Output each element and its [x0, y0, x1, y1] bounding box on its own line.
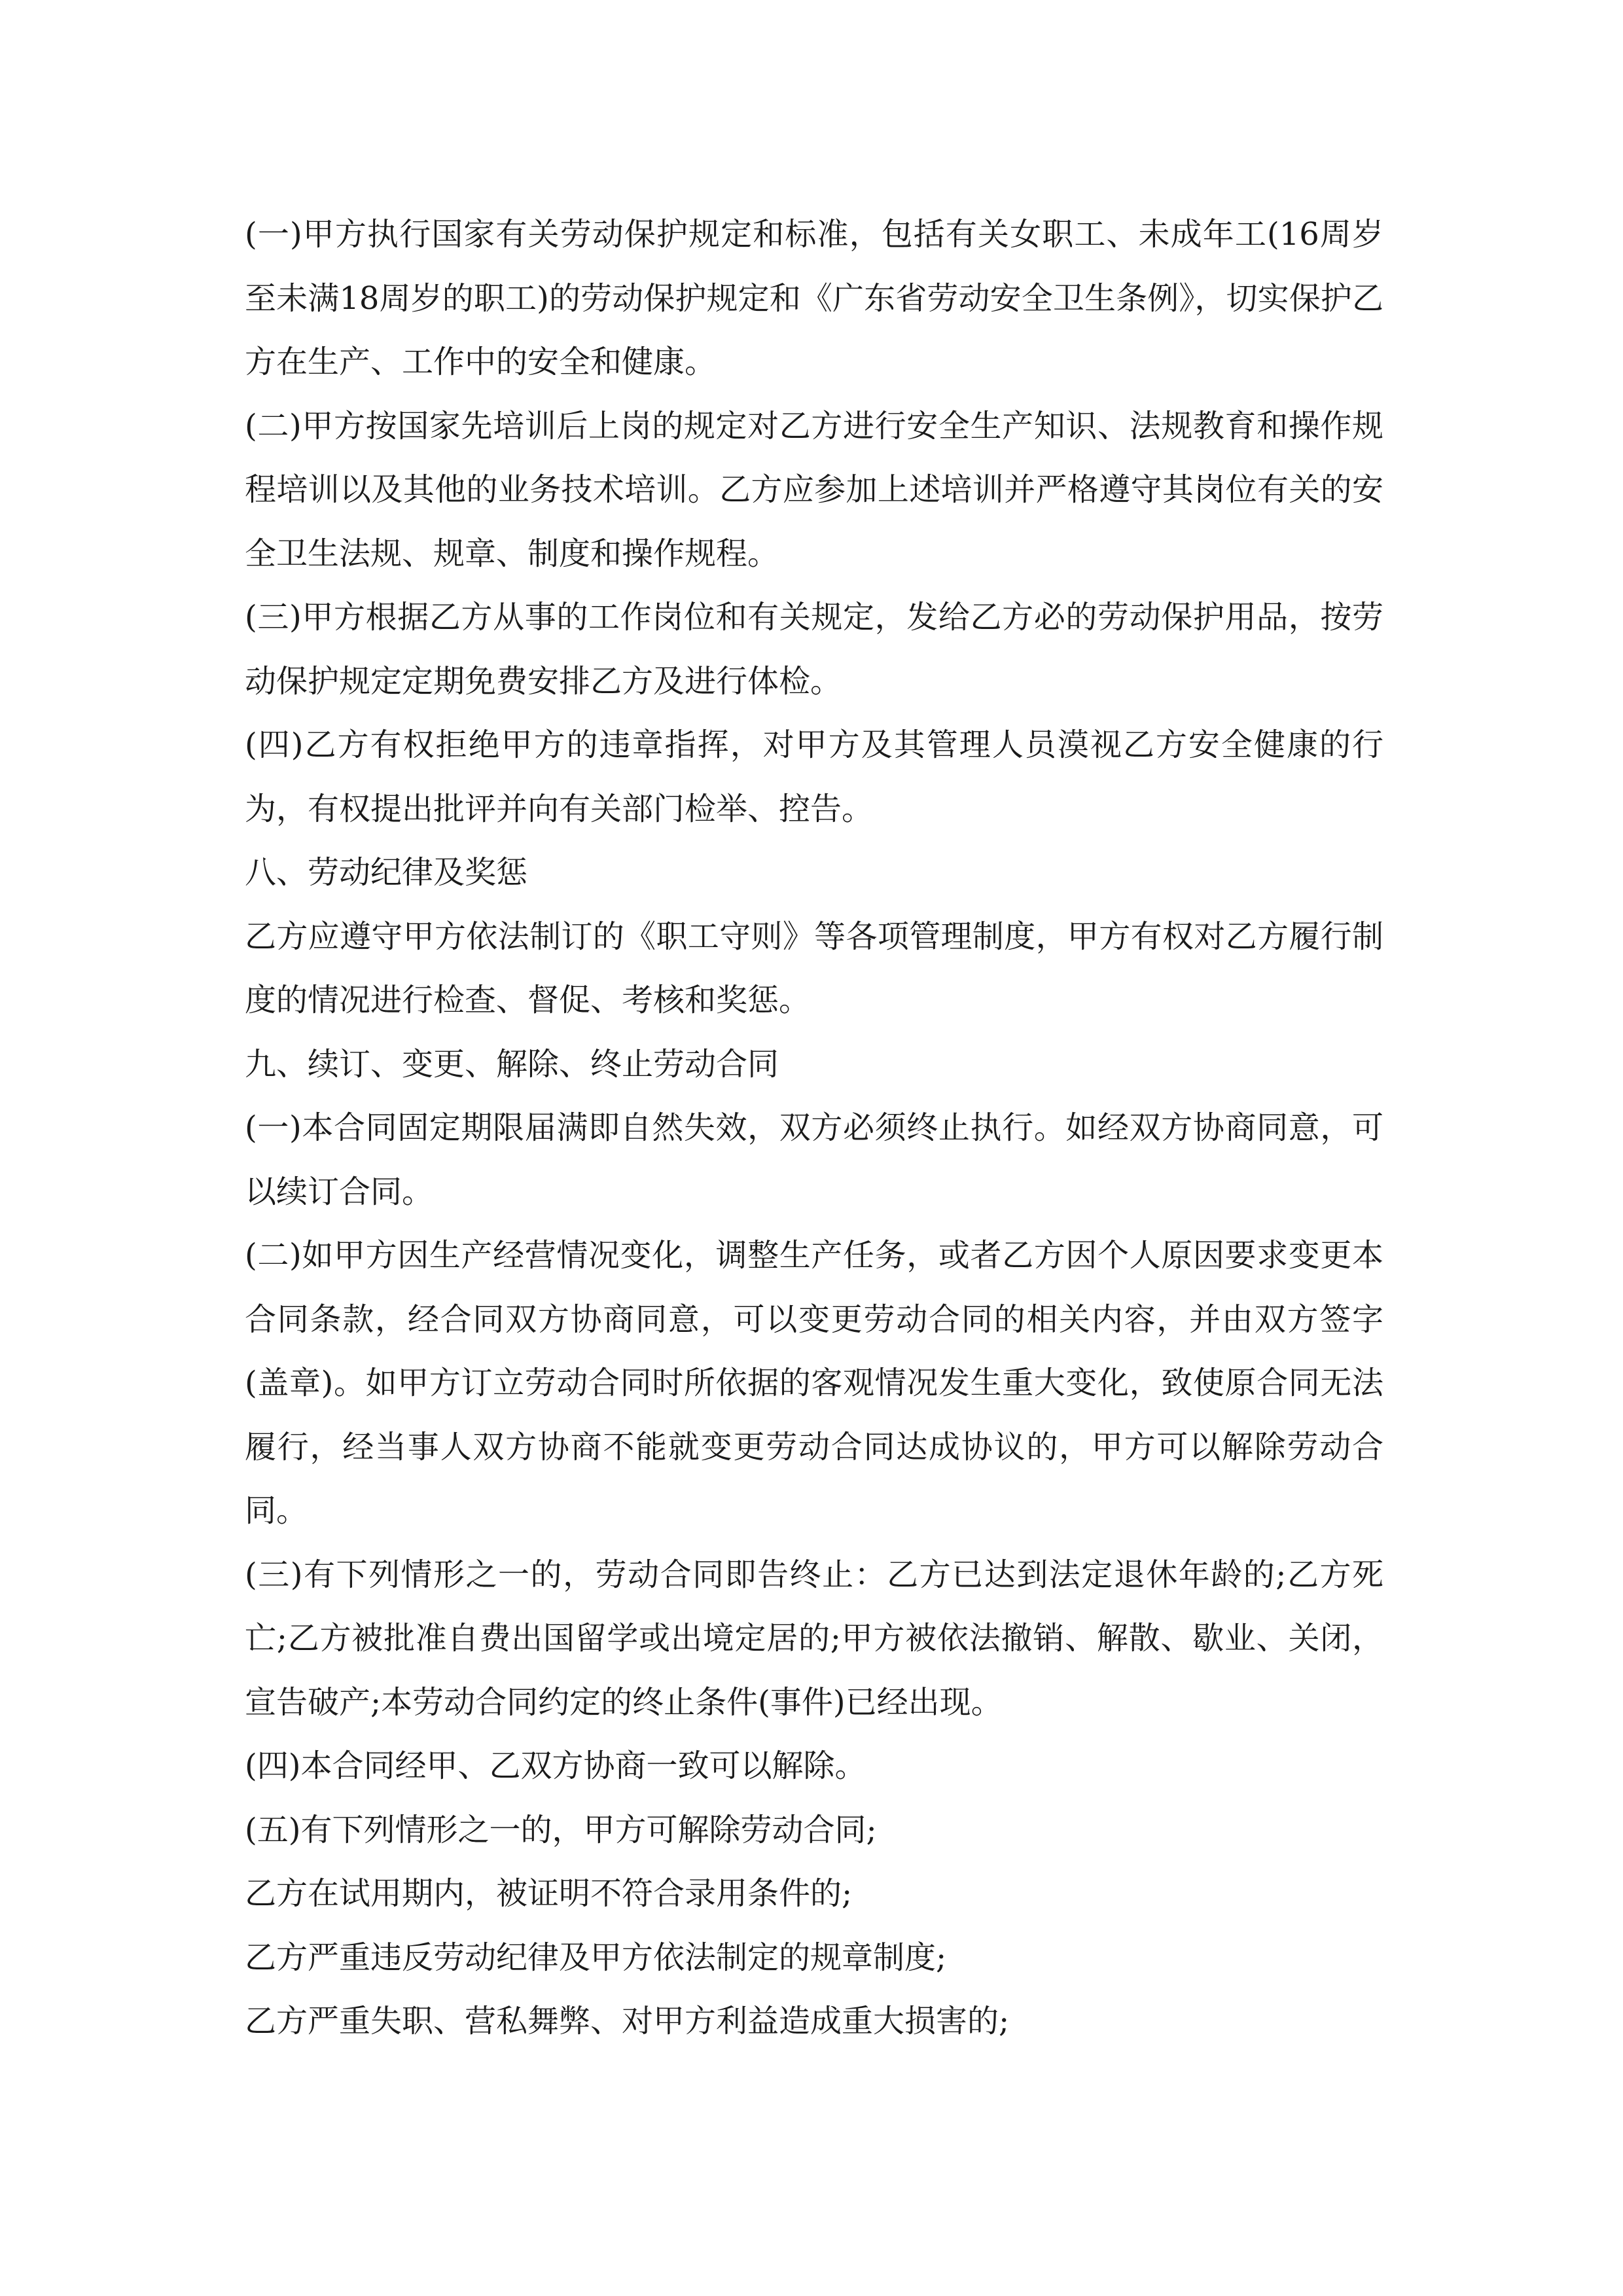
list-item-misconduct: 乙方严重失职、营私舞弊、对甲方利益造成重大损害的;: [245, 2003, 1010, 2039]
paragraph-contract-modification: (二)如甲方因生产经营情况变化，调整生产任务，或者乙方因个人原因要求变更本合同条款，经合同双方协商同意，可以变更劳动合同的相关内容，并由双方签字(盖章)。如甲方订立劳动合同时所依据的客观情况发生重大变化，致使原合同无法履行，经当事人双方协商不能就变更劳动合同达成协议的，甲方可以解除劳动合同。: [245, 1237, 1383, 1529]
paragraph-employer-rescission: (五)有下列情形之一的，甲方可解除劳动合同;: [245, 1811, 877, 1848]
list-item-probation: 乙方在试用期内，被证明不符合录用条件的;: [245, 1875, 853, 1912]
section-heading-contract-changes: 九、续订、变更、解除、终止劳动合同: [245, 1045, 779, 1083]
paragraph-protective-equipment: (三)甲方根据乙方从事的工作岗位和有关规定，发给乙方必的劳动保护用品，按劳动保护规定定期免费安排乙方及进行体检。: [245, 599, 1383, 700]
paragraph-safety-training: (二)甲方按国家先培训后上岗的规定对乙方进行安全生产知识、法规教育和操作规程培训以及其他的业务技术培训。乙方应参加上述培训并严格遵守其岗位有关的安全卫生法规、规章、制度和操作规程。: [245, 407, 1383, 572]
paragraph-contract-expiry: (一)本合同固定期限届满即自然失效，双方必须终止执行。如经双方协商同意，可以续订合同。: [245, 1109, 1383, 1210]
section-heading-discipline: 八、劳动纪律及奖惩: [245, 854, 528, 891]
paragraph-discipline-rules: 乙方应遵守甲方依法制订的《职工守则》等各项管理制度，甲方有权对乙方履行制度的情况进行检查、督促、考核和奖惩。: [245, 918, 1383, 1018]
paragraph-mutual-rescission: (四)本合同经甲、乙双方协商一致可以解除。: [245, 1748, 866, 1784]
paragraph-labor-protection-standards: (一)甲方执行国家有关劳动保护规定和标准，包括有关女职工、未成年工(16周岁至未满18周岁的职工)的劳动保护规定和《广东省劳动安全卫生条例》，切实保护乙方在生产、工作中的安全和健康。: [245, 216, 1383, 380]
list-item-discipline-violation: 乙方严重违反劳动纪律及甲方依法制定的规章制度;: [245, 1939, 947, 1976]
paragraph-right-to-refuse: (四)乙方有权拒绝甲方的违章指挥，对甲方及其管理人员漠视乙方安全健康的行为，有权提出批评并向有关部门检举、控告。: [245, 726, 1383, 827]
document-body: [245, 203, 1383, 2054]
paragraph-contract-termination: (三)有下列情形之一的，劳动合同即告终止：乙方已达到法定退休年龄的;乙方死亡;乙方被批准自费出国留学或出境定居的;甲方被依法撤销、解散、歇业、关闭，宣告破产;本劳动合同约定的终止条件(事件)已经出现。: [245, 1556, 1383, 1721]
